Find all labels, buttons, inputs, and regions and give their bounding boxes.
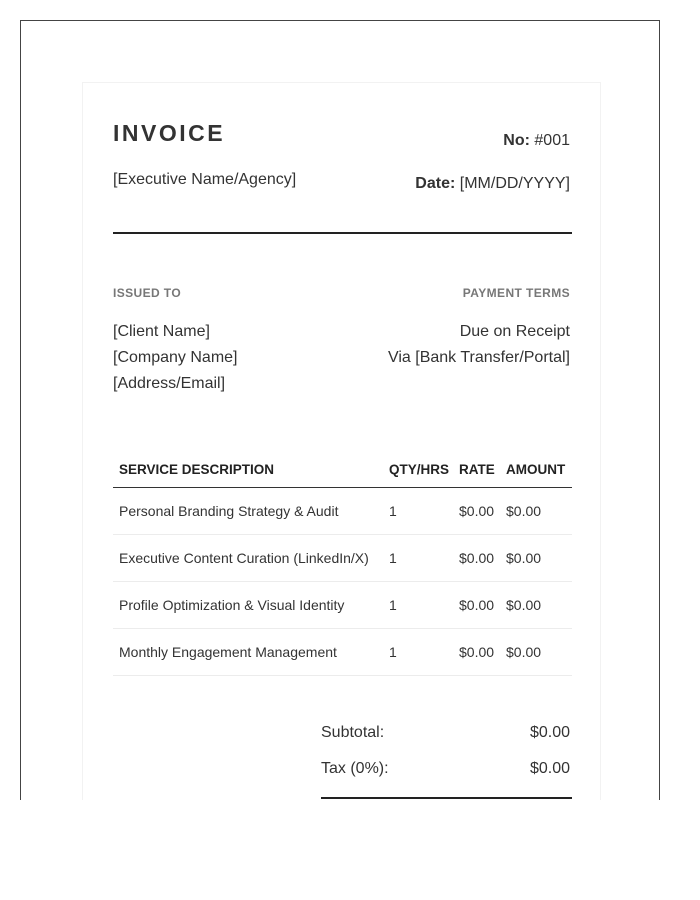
payment-method: Via [Bank Transfer/Portal] (387, 349, 570, 366)
header-qty: QTY/HRS (383, 451, 453, 488)
row-description: Personal Branding Strategy & Audit (113, 488, 383, 535)
row-description: Executive Content Curation (LinkedIn/X) (113, 535, 383, 582)
totals-divider (321, 797, 572, 799)
row-qty: 1 (383, 488, 453, 535)
company-name: [Company Name] (113, 349, 238, 366)
header-divider (113, 232, 572, 234)
row-rate: $0.00 (453, 535, 500, 582)
table-row (113, 582, 572, 629)
issued-to-block (113, 319, 238, 397)
header-amount: AMOUNT (500, 451, 572, 488)
payment-due: Due on Receipt (459, 323, 570, 340)
row-rate: $0.00 (453, 629, 500, 676)
client-address: [Address/Email] (113, 375, 226, 392)
payment-terms-block (388, 319, 570, 371)
invoice-number-label: No: (503, 132, 530, 149)
subtotal-value: $0.00 (529, 724, 570, 741)
row-qty: 1 (383, 582, 453, 629)
invoice-date-value: [MM/DD/YYYY] (459, 175, 570, 192)
row-amount: $0.00 (500, 488, 572, 535)
row-amount: $0.00 (500, 629, 572, 676)
client-name: [Client Name] (113, 323, 210, 340)
issued-to-label: ISSUED TO (113, 286, 182, 300)
invoice-sheet (82, 82, 601, 800)
invoice-title: INVOICE (113, 120, 226, 146)
row-rate: $0.00 (453, 488, 500, 535)
payment-terms-label: PAYMENT TERMS (462, 286, 570, 300)
subtotal-label: Subtotal: (321, 724, 385, 741)
services-table (113, 451, 572, 676)
page-frame (20, 20, 660, 800)
invoice-number (503, 132, 570, 150)
row-qty: 1 (383, 535, 453, 582)
row-qty: 1 (383, 629, 453, 676)
invoice-date (415, 175, 570, 193)
tax-label: Tax (0%): (321, 760, 389, 777)
row-rate: $0.00 (453, 582, 500, 629)
table-header-row (113, 451, 572, 488)
row-amount: $0.00 (500, 582, 572, 629)
row-description: Profile Optimization & Visual Identity (113, 582, 383, 629)
header-rate: RATE (453, 451, 500, 488)
table-row (113, 535, 572, 582)
header-service-description: SERVICE DESCRIPTION (113, 451, 383, 488)
invoice-date-label: Date: (415, 175, 456, 192)
tax-value: $0.00 (529, 760, 570, 777)
executive-name: [Executive Name/Agency] (113, 171, 297, 188)
table-row (113, 629, 572, 676)
table-row (113, 488, 572, 535)
row-amount: $0.00 (500, 535, 572, 582)
invoice-number-value: #001 (534, 132, 570, 149)
row-description: Monthly Engagement Management (113, 629, 383, 676)
